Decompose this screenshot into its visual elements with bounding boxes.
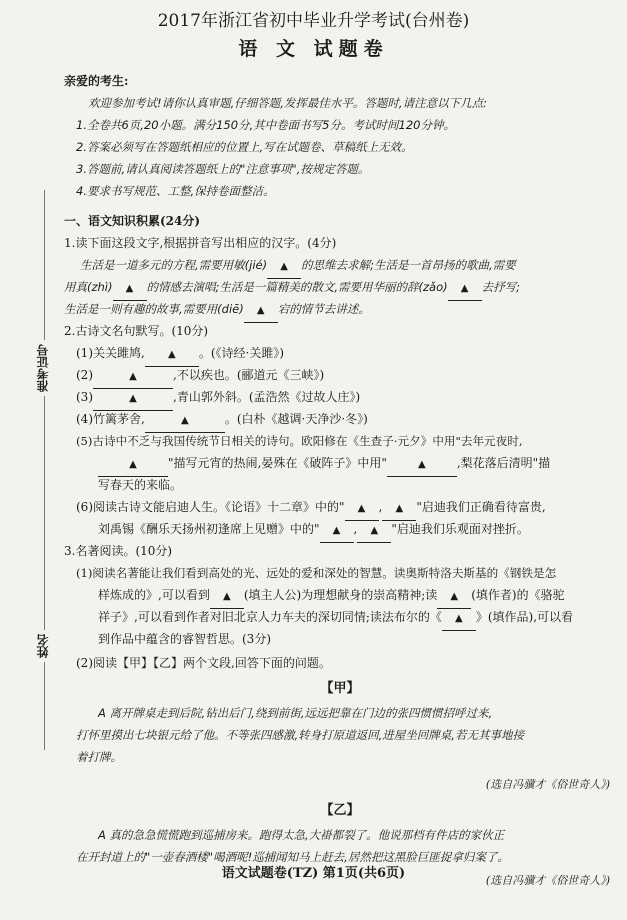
passage-jia-text: 打怀里摸出七块银元给了他。不等张四感激,转身打原道返回,进屋坐回牌桌,若无其事地接 xyxy=(76,728,524,742)
answer-blank[interactable]: ▲ xyxy=(442,608,476,631)
question-3-item: 祥子》,可以看到作者对旧北京人力车夫的深切同情;读法布尔的《 ▲ 》(填作品),可以看 xyxy=(98,606,573,631)
question-3-item: 样炼成的》,可以看到 ▲ (填主人公)为理想献身的崇高精神;读 ▲ (填作者)的《骆驼 xyxy=(98,584,565,609)
notice-item: 3.答题前,请认真阅读答题纸上的"注意事项",按规定答题。 xyxy=(76,162,370,176)
binding-strip xyxy=(16,190,56,750)
passage-jia-source: (选自冯骥才《俗世奇人》) xyxy=(485,778,610,791)
answer-blank[interactable]: ▲ xyxy=(145,344,199,367)
answer-blank[interactable]: ▲ xyxy=(93,366,173,389)
question-2-item: (2) ▲ ,不以疾也。(郦道元《三峡》) xyxy=(76,364,324,389)
exam-title: 2017年浙江省初中毕业升学考试(台州卷) xyxy=(157,11,470,31)
binding-line xyxy=(44,190,45,750)
passage-yi-source: (选自冯骥才《俗世奇人》) xyxy=(485,874,610,887)
question-2-item: (3) ▲ ,青山郭外斜。(孟浩然《过故人庄》) xyxy=(76,386,360,411)
passage-jia-text: A 离开牌桌走到后院,钻出后门,绕到前街,远远把靠在门边的张四惯惯招呼过来, xyxy=(98,706,493,720)
question-2-prompt: 2.古诗文名句默写。(10分) xyxy=(64,324,209,338)
passage-jia-text: 着打牌。 xyxy=(76,750,122,764)
answer-blank[interactable]: ▲ xyxy=(93,388,173,411)
passage-yi-text: 在开封道上的"一壶春酒楼"喝酒呢!巡捕闻知马上赶去,居然把这黑脸巨匪捉拿归案了。 xyxy=(76,850,509,864)
answer-blank[interactable]: ▲ xyxy=(320,520,354,543)
passage-jia-heading: 【甲】 xyxy=(320,681,360,696)
question-1-line: 生活是一道多元的方程,需要用敏(jié) ▲ 的思维去求解;生活是一首昂扬的歌曲,需要 xyxy=(80,254,516,279)
answer-blank[interactable]: ▲ xyxy=(437,586,471,609)
answer-blank[interactable]: ▲ xyxy=(210,586,244,609)
answer-blank[interactable]: ▲ xyxy=(357,520,391,543)
question-2-item: (4)竹篱茅舍, ▲ 。(白朴《越调·天净沙·冬》) xyxy=(76,408,368,433)
answer-blank[interactable]: ▲ xyxy=(145,410,225,433)
question-3-item: 到作品中蕴含的睿智哲思。(3分) xyxy=(98,632,271,646)
question-2-item: 写春天的来临。 xyxy=(98,478,183,492)
candidate-id-label: 准考证号 xyxy=(34,340,51,396)
passage-yi-text: A 真的急急慌慌跑到巡捕房来。跑得太急,大褂都裂了。他说那档有件店的家伙正 xyxy=(98,828,505,842)
answer-blank[interactable]: ▲ xyxy=(267,256,301,279)
answer-blank[interactable]: ▲ xyxy=(345,498,379,521)
question-2-item: (6)阅读古诗文能启迪人生。《论语》十二章》中的" ▲ , ▲ "启迪我们正确看待富贵, xyxy=(76,496,546,521)
question-1-prompt: 1.读下面这段文字,根据拼音写出相应的汉字。(4分) xyxy=(64,236,337,250)
question-1-line: 生活是一则有趣的故事,需要用(diē) ▲ 宕的情节去讲述。 xyxy=(64,298,370,323)
question-2-item: ▲ "描写元宵的热闹,晏殊在《破阵子》中用" ▲ ,梨花落后清明"描 xyxy=(98,452,550,477)
answer-blank[interactable]: ▲ xyxy=(98,454,168,477)
page-footer: 语文试题卷(TZ) 第1页(共6页) xyxy=(221,866,406,881)
question-3-item: (1)阅读名著能让我们看到高处的光、远处的爱和深处的智慧。读奥斯特洛夫斯基的《钢铁是怎 xyxy=(76,566,557,580)
candidate-name-label: 姓名 xyxy=(34,630,51,662)
section-heading: 一、语文知识积累(24分) xyxy=(64,214,201,228)
question-2-item: 刘禹锡《酬乐天扬州初逢席上见赠》中的" ▲ , ▲ "启迪我们乐观面对挫折。 xyxy=(98,518,529,543)
notice-item: 1.全卷共6页,20小题。满分150分,其中卷面书写5分。考试时间120分钟。 xyxy=(76,118,455,132)
answer-blank[interactable]: ▲ xyxy=(244,300,278,323)
question-1-line: 用真(zhì) ▲ 的情感去演唱;生活是一篇精美的散文,需要用华丽的辞(zǎo) ▲ 去抒写; xyxy=(64,276,520,301)
question-3-prompt: 3.名著阅读。(10分) xyxy=(64,544,173,558)
question-2-item: (5)古诗中不乏与我国传统节日相关的诗句。欧阳修在《生查子·元夕》中用"去年元夜时, xyxy=(76,434,523,448)
passage-yi-heading: 【乙】 xyxy=(320,803,360,818)
answer-blank[interactable]: ▲ xyxy=(387,454,457,477)
notice-greeting: 亲爱的考生: xyxy=(64,74,129,88)
notice-item: 2.答案必须写在答题纸相应的位置上,写在试题卷、草稿纸上无效。 xyxy=(76,140,413,154)
answer-blank[interactable]: ▲ xyxy=(448,278,482,301)
question-2-item: (1)关关雎鸠, ▲ 。(《诗经·关雎》) xyxy=(76,342,284,367)
answer-blank[interactable]: ▲ xyxy=(113,278,147,301)
answer-blank[interactable]: ▲ xyxy=(382,498,416,521)
question-3-item: (2)阅读【甲】【乙】两个文段,回答下面的问题。 xyxy=(76,656,331,670)
notice-intro: 欢迎参加考试!请你认真审题,仔细答题,发挥最佳水平。答题时,请注意以下几点: xyxy=(88,96,487,110)
exam-subtitle: 语 文 试题卷 xyxy=(238,38,389,60)
notice-item: 4.要求书写规范、工整,保持卷面整洁。 xyxy=(76,184,275,198)
